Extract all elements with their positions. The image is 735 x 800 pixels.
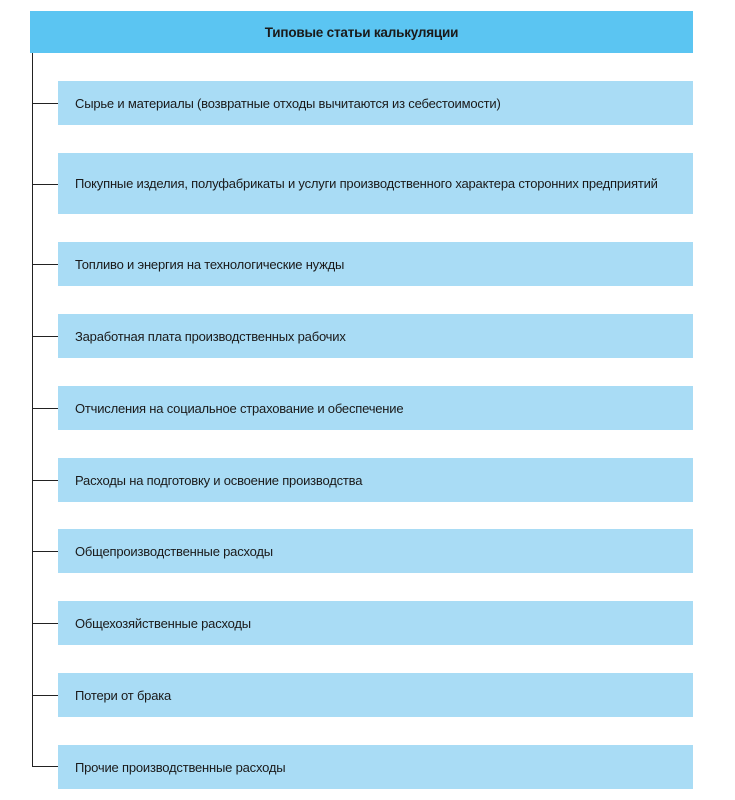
calc-item-raw-materials: Сырье и материалы (возвратные отходы вычитаются из себестоимости) [58,81,693,125]
connector-branch-line [32,766,58,767]
calc-item-fuel-energy: Топливо и энергия на технологические нужды [58,242,693,286]
calc-item-general-production: Общепроизводственные расходы [58,529,693,573]
diagram-title: Типовые статьи калькуляции [30,11,693,53]
connector-branch-line [32,408,58,409]
connector-branch-line [32,184,58,185]
connector-branch-line [32,695,58,696]
connector-branch-line [32,480,58,481]
calc-item-general-business: Общехозяйственные расходы [58,601,693,645]
connector-branch-line [32,551,58,552]
calc-item-production-preparation: Расходы на подготовку и освоение производства [58,458,693,502]
connector-branch-line [32,264,58,265]
calc-item-other-production: Прочие производственные расходы [58,745,693,789]
calc-item-wages: Заработная плата производственных рабочих [58,314,693,358]
calc-item-social-deductions: Отчисления на социальное страхование и обеспечение [58,386,693,430]
connector-branch-line [32,103,58,104]
calc-item-defect-losses: Потери от брака [58,673,693,717]
connector-branch-line [32,623,58,624]
connector-branch-line [32,336,58,337]
connector-trunk-line [32,53,33,766]
calc-item-purchased-products: Покупные изделия, полуфабрикаты и услуги производственного характера сторонних предприятий [58,153,693,214]
